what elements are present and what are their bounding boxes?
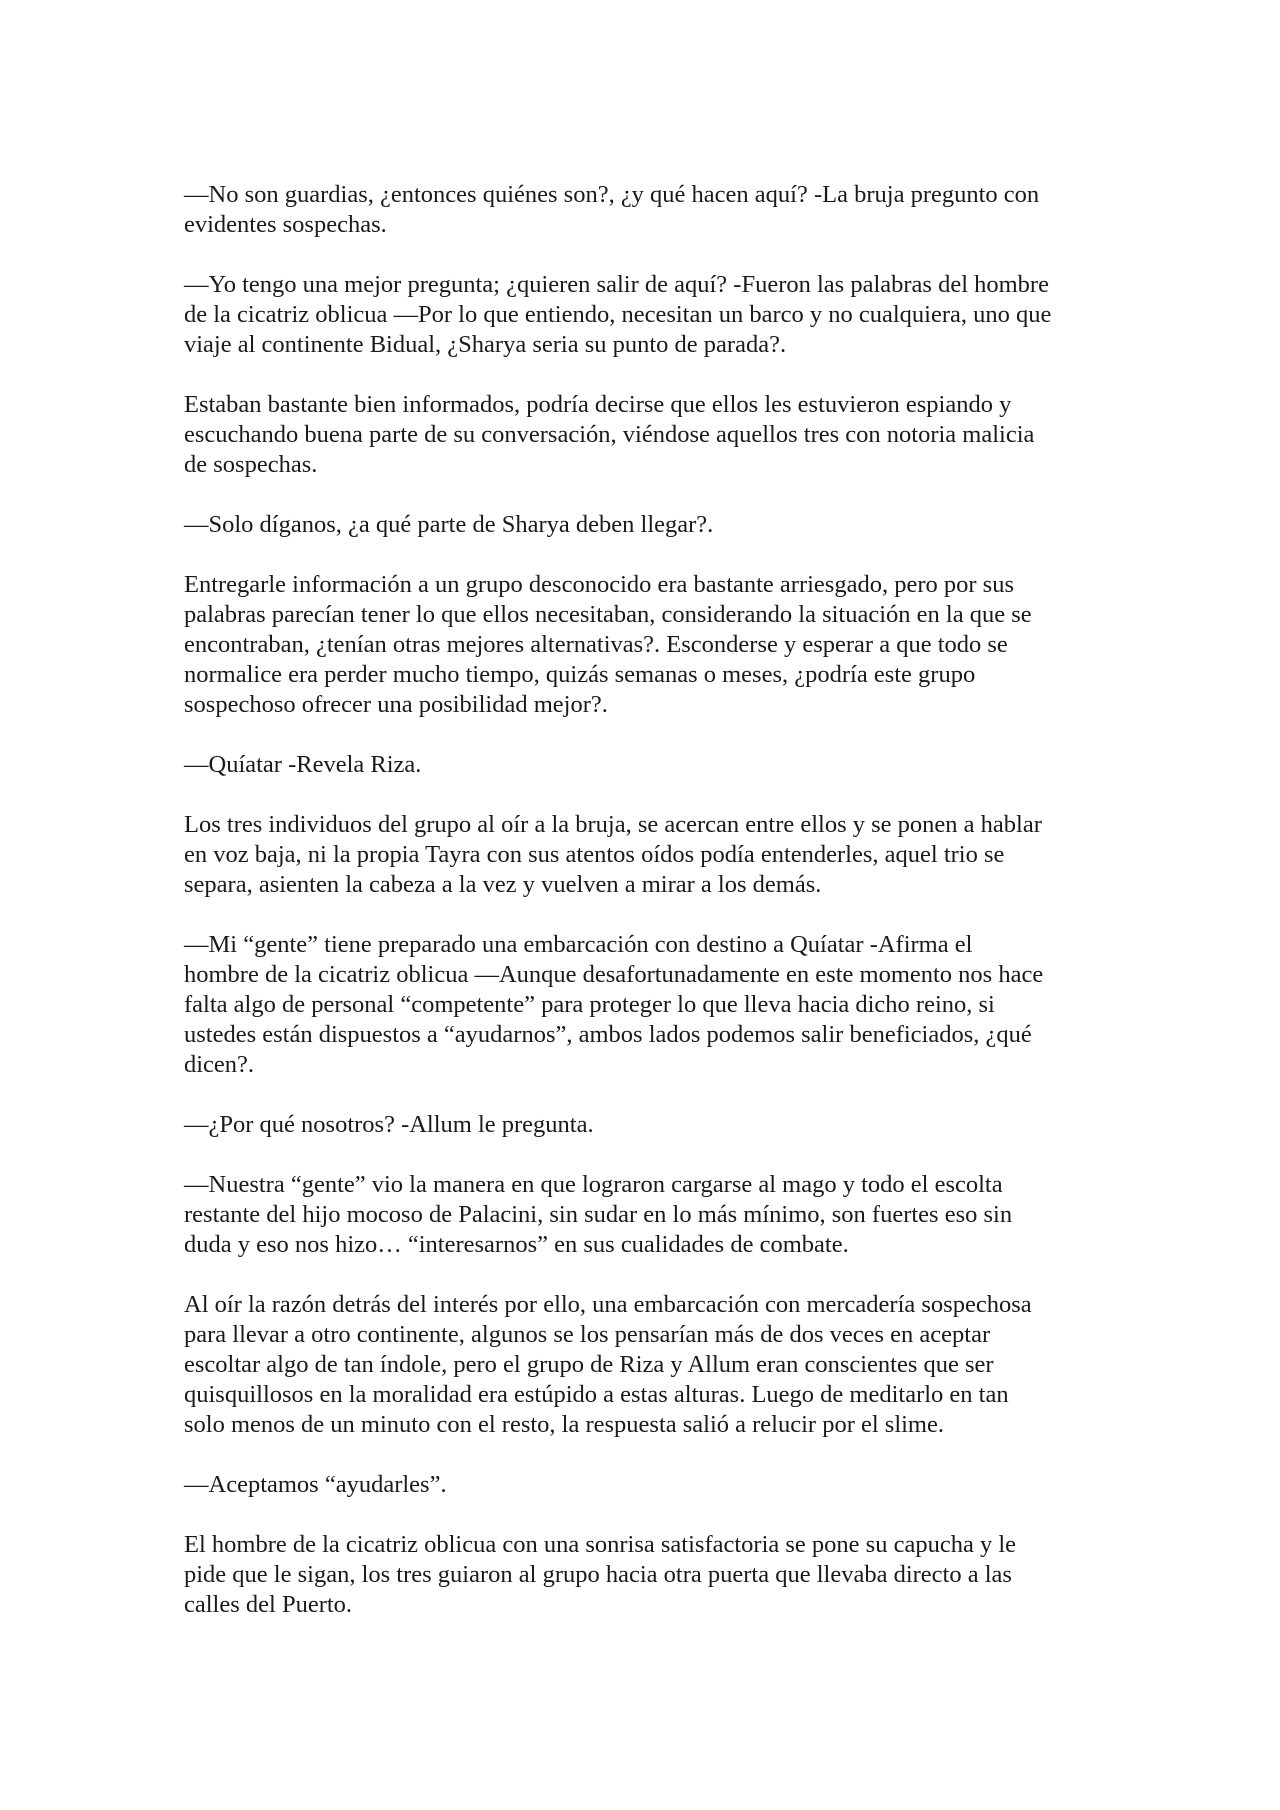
paragraph: —Solo díganos, ¿a qué parte de Sharya deben llegar?. [184, 511, 714, 538]
paragraph: —Aceptamos “ayudarles”. [184, 1471, 447, 1498]
paragraph: —¿Por qué nosotros? -Allum le pregunta. [184, 1111, 594, 1138]
paragraph: —Yo tengo una mejor pregunta; ¿quieren salir de aquí? -Fueron las palabras del hombre de la cicatriz oblicua —Por lo que entiendo, necesitan un barco y no cualquiera, uno que viaje al continente Bidual, ¿Sharya seria su punto de parada?. [184, 271, 1052, 358]
paragraph: —No son guardias, ¿entonces quiénes son?, ¿y qué hacen aquí? -La bruja pregunto con evidentes sospechas. [184, 181, 1040, 238]
paragraph: —Quíatar -Revela Riza. [184, 751, 422, 778]
document-page [184, 180, 1104, 1650]
paragraph: Al oír la razón detrás del interés por ello, una embarcación con mercadería sospechosa para llevar a otro continente, algunos se los pensarían más de dos veces en aceptar escoltar algo de tan índole, pero el grupo de Riza y Allum eran conscientes que ser quisquillosos en la moralidad era estúpido a estas alturas. Luego de meditarlo en tan solo menos de un minuto con el resto, la respuesta salió a relucir por el slime. [184, 1291, 1032, 1438]
paragraph: Entregarle información a un grupo desconocido era bastante arriesgado, pero por sus palabras parecían tener lo que ellos necesitaban, considerando la situación en la que se encontraban, ¿tenían otras mejores alternativas?. Esconderse y esperar a que todo se normalice era perder mucho tiempo, quizás semanas o meses, ¿podría este grupo sospechoso ofrecer una posibilidad mejor?. [184, 571, 1032, 718]
paragraph: El hombre de la cicatriz oblicua con una sonrisa satisfactoria se pone su capucha y le pide que le sigan, los tres guiaron al grupo hacia otra puerta que llevaba directo a las calles del Puerto. [184, 1531, 1016, 1618]
paragraph: —Mi “gente” tiene preparado una embarcación con destino a Quíatar -Afirma el hombre de la cicatriz oblicua —Aunque desafortunadamente en este momento nos hace falta algo de personal “competente” para proteger lo que lleva hacia dicho reino, si ustedes están dispuestos a “ayudarnos”, ambos lados podemos salir beneficiados, ¿qué dicen?. [184, 931, 1044, 1078]
paragraph: Estaban bastante bien informados, podría decirse que ellos les estuvieron espiando y escuchando buena parte de su conversación, viéndose aquellos tres con notoria malicia de sospechas. [184, 391, 1035, 478]
paragraph: —Nuestra “gente” vio la manera en que lograron cargarse al mago y todo el escolta restante del hijo mocoso de Palacini, sin sudar en lo más mínimo, son fuertes eso sin duda y eso nos hizo… “interesarnos” en sus cualidades de combate. [184, 1171, 1013, 1258]
paragraph: Los tres individuos del grupo al oír a la bruja, se acercan entre ellos y se ponen a hablar en voz baja, ni la propia Tayra con sus atentos oídos podía entenderles, aquel trio se separa, asienten la cabeza a la vez y vuelven a mirar a los demás. [184, 811, 1042, 898]
